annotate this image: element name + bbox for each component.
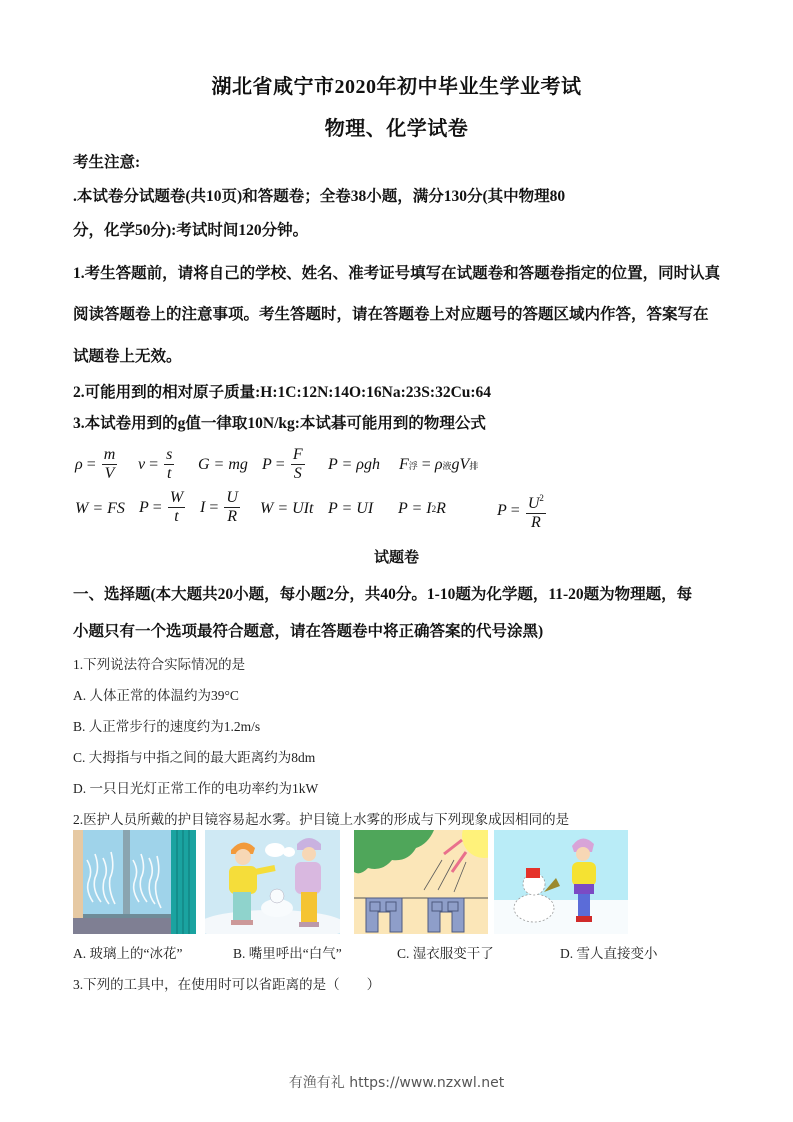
question-1-option-b: B. 人正常步行的速度约为1.2m/s: [73, 719, 261, 734]
formula-buoyancy: F 浮 = ρ 液 g V 排: [399, 456, 479, 473]
part1-instructions-line-1: 一、选择题(本大题共20小题，每小题2分，共40分。1-10题为化学题，11-20题为物理题，每: [73, 586, 693, 603]
formula-density: ρ = $\frac{m}{V}$: [75, 446, 116, 482]
question-2-option-d: D. 雪人直接变小: [560, 946, 658, 961]
notice-item-1-line-2: 阅读答题卷上的注意事项。考生答题时，请在答题卷上对应题号的答题区域内作答，答案写在: [73, 306, 709, 323]
formula-gravity: G = mg: [198, 456, 248, 473]
notice-item-3: 3.本试卷用到的g值一律取10N/kg:本试碁可能用到的物理公式: [73, 415, 486, 432]
notice-line-2: 分，化学50分):考试时间120分钟。: [73, 222, 309, 239]
question-1-option-a: A. 人体正常的体温约为39°C: [73, 688, 239, 703]
notice-item-2: 2.可能用到的相对原子质量:H:1C:12N:14O:16Na:23S:32Cu:64: [73, 384, 492, 401]
formula-pressure: P = $\frac{F}{S}$: [262, 446, 303, 482]
formula-power: P = $\frac{W}{t}$: [139, 489, 184, 525]
image-breath-vapor: [205, 830, 340, 934]
notice-item-1-line-1: 1.考生答题前，请将自己的学校、姓名、准考证号填写在试题卷和答题卷指定的位置，同时认真: [73, 265, 721, 282]
question-2-stem: 2.医护人员所戴的护目镜容易起水雾。护目镜上水雾的形成与下列现象成因相同的是: [73, 812, 570, 827]
question-1-option-d: D. 一只日光灯正常工作的电功率约为1kW: [73, 781, 319, 796]
part1-instructions-line-2: 小题只有一个选项最符合题意，请在答题卷中将正确答案的代号涂黑): [73, 623, 544, 640]
question-1-option-c: C. 大拇指与中指之间的最大距离约为8dm: [73, 750, 316, 765]
section-label: 试题卷: [373, 550, 419, 566]
question-2-option-b: B. 嘴里呼出“白气”: [233, 946, 342, 961]
formula-electric-work: W = UIt: [260, 500, 314, 517]
question-3-stem: 3.下列的工具中，在使用时可以省距离的是（ ）: [73, 977, 381, 992]
question-2-option-c: C. 湿衣服变干了: [397, 946, 494, 961]
formula-electric-power: P = UI: [328, 500, 374, 517]
formula-velocity: v = $\frac{s}{t}$: [138, 446, 173, 482]
formula-work: W = FS: [75, 500, 125, 517]
image-snowman-shrinking: [494, 830, 628, 934]
question-1-stem: 1.下列说法符合实际情况的是: [73, 657, 246, 672]
footer-watermark: 有渔有礼 https://www.nzxwl.net: [288, 1075, 505, 1091]
exam-subtitle: 物理、化学试卷: [324, 118, 469, 140]
formula-ohms-law: I = $\frac{U}{R}$: [200, 489, 238, 525]
notice-item-1-line-3: 试题卷上无效。: [73, 348, 182, 365]
question-2-option-a: A. 玻璃上的“冰花”: [73, 946, 183, 961]
formula-power-resistance: P = $\frac{U^2}{R}$: [497, 489, 548, 532]
notice-heading: 考生注意:: [73, 154, 141, 171]
image-clothes-drying: [354, 830, 488, 934]
image-frost-window: [73, 830, 196, 934]
exam-title: 湖北省咸宁市2020年初中毕业生学业考试: [211, 76, 582, 98]
formula-liquid-pressure: P = ρgh: [328, 456, 380, 473]
notice-line-1: .本试卷分试题卷(共10页)和答题卷；全卷38小题，满分130分(其中物理80: [73, 188, 566, 205]
formula-joule-power: P = I 2 R: [398, 500, 446, 517]
